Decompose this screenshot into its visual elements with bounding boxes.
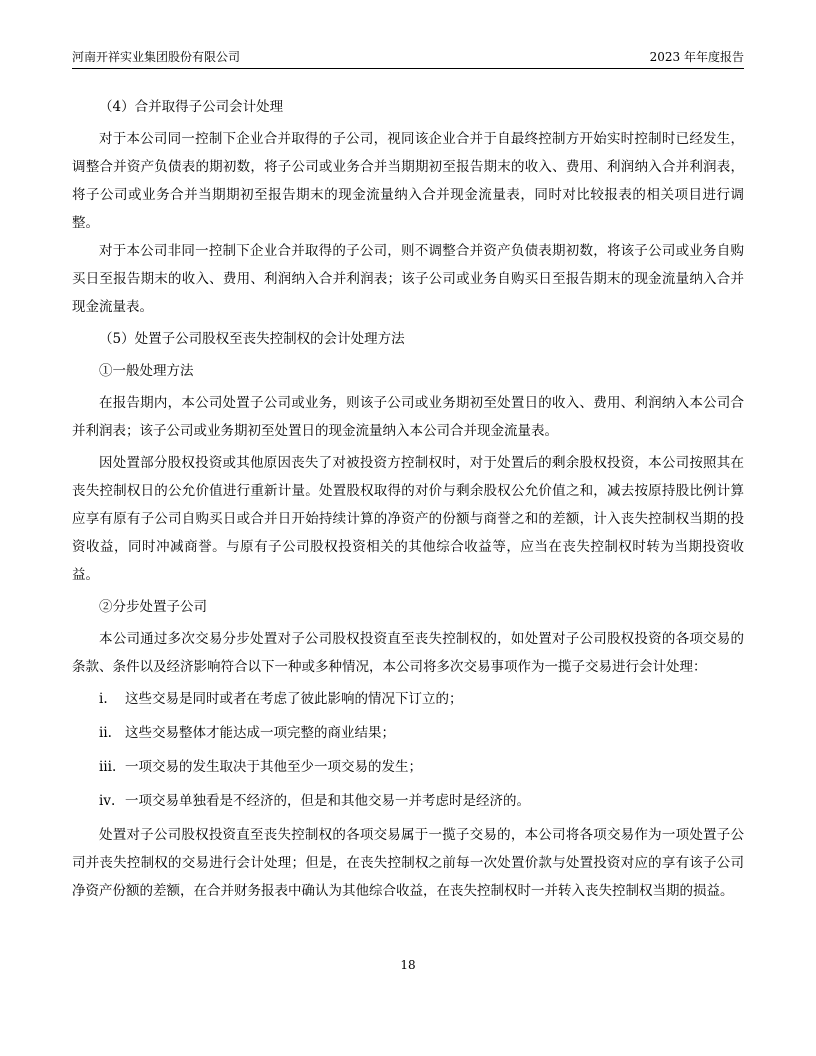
section-4-paragraph-1: 对于本公司同一控制下企业合并取得的子公司，视同该企业合并于自最终控制方开始实时控制时已经发生，调整合并资产负债表的期初数，将子公司或业务合并当期期初至报告期末的收入、费用、利润纳入合并利润表，将子公司或业务合并当期期初至报告期末的现金流量纳入合并现金流量表，同时对比较报表的相关项目进行调整。: [72, 131, 744, 231]
list-item: [72, 787, 744, 815]
list-marker: ⅱ.: [99, 725, 112, 741]
section-4-paragraph-2: 对于本公司非同一控制下企业合并取得的子公司，则不调整合并资产负债表期初数，将该子公司或业务自购买日至报告期末的收入、费用、利润纳入合并利润表；该子公司或业务自购买日至报告期末的现金流量纳入合并现金流量表。: [72, 243, 744, 315]
stepwise-disposal-paragraph-2: 处置对子公司股权投资直至丧失控制权的各项交易属于一揽子交易的，本公司将各项交易作为一项处置子公司并丧失控制权的交易进行会计处理；但是，在丧失控制权之前每一次处置价款与处置投资对应的享有该子公司净资产份额的差额，在合并财务报表中确认为其他综合收益，在丧失控制权时一并转入丧失控制权当期的损益。: [72, 827, 744, 899]
list-item-text: 这些交易整体才能达成一项完整的商业结果；: [125, 725, 395, 741]
stepwise-disposal-title: ②分步处置子公司: [99, 599, 207, 615]
list-item: [72, 685, 744, 713]
header-company-name: 河南开祥实业集团股份有限公司: [72, 50, 241, 64]
general-method-paragraph-1: 在报告期内，本公司处置子公司或业务，则该子公司或业务期初至处置日的收入、费用、利润纳入本公司合并利润表；该子公司或业务期初至处置日的现金流量纳入本公司合并现金流量表。: [72, 395, 744, 439]
list-item-text: 这些交易是同时或者在考虑了彼此影响的情况下订立的；: [125, 691, 463, 707]
list-item-text: 一项交易的发生取决于其他至少一项交易的发生；: [125, 759, 422, 775]
section-4-title: （4）合并取得子公司会计处理: [99, 99, 284, 115]
list-marker: ⅳ.: [99, 793, 116, 809]
page-number: 18: [400, 958, 416, 972]
stepwise-disposal-paragraph-1: 本公司通过多次交易分步处置对子公司股权投资直至丧失控制权的，如处置对子公司股权投资的各项交易的条款、条件以及经济影响符合以下一种或多种情况，本公司将多次交易事项作为一揽子交易进行会计处理：: [72, 631, 744, 675]
list-item: [72, 753, 744, 781]
list-marker: ⅲ.: [99, 759, 117, 775]
page-header: [72, 48, 744, 69]
general-method-paragraph-2: 因处置部分股权投资或其他原因丧失了对被投资方控制权时，对于处置后的剩余股权投资，本公司按照其在丧失控制权日的公允价值进行重新计量。处置股权取得的对价与剩余股权公允价值之和，减去按原持股比例计算应享有原有子公司自购买日或合并日开始持续计算的净资产的份额与商誉之和的差额，计入丧失控制权当期的投资收益，同时冲减商誉。与原有子公司股权投资相关的其他综合收益等，应当在丧失控制权时转为当期投资收益。: [72, 455, 744, 583]
header-report-title: 2023 年年度报告: [649, 50, 744, 64]
list-item-text: 一项交易单独看是不经济的，但是和其他交易一并考虑时是经济的。: [125, 793, 530, 809]
list-marker: ⅰ.: [99, 691, 108, 707]
document-body: [72, 93, 744, 909]
list-item: [72, 719, 744, 747]
general-method-title: ①一般处理方法: [99, 363, 194, 379]
section-5-title: （5）处置子公司股权至丧失控制权的会计处理方法: [99, 331, 405, 347]
